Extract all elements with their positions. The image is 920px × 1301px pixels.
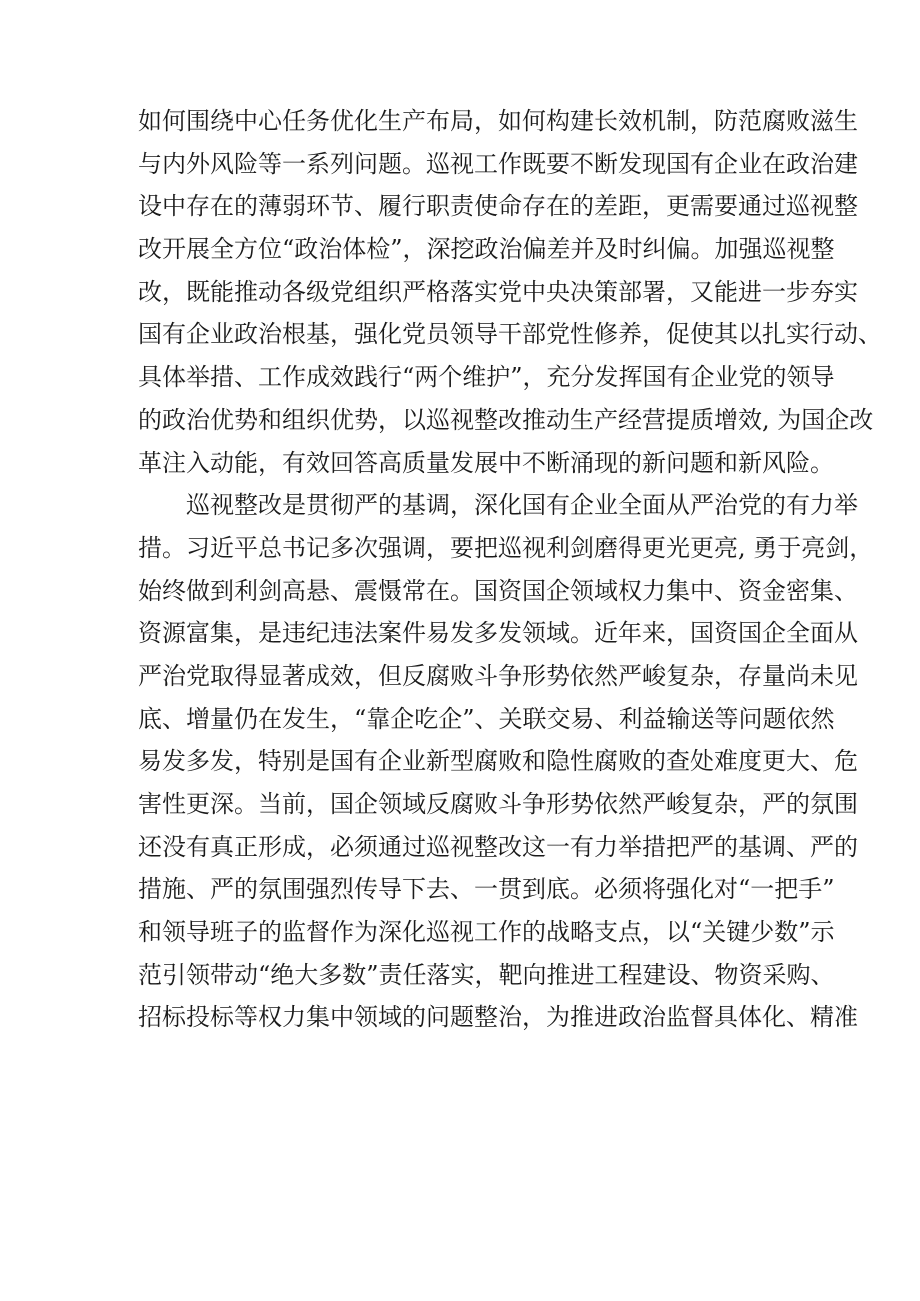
text-line: 设中存在的薄弱环节、履行职责使命存在的差距，更需要通过巡视整 [138,192,858,221]
text-line: 招标投标等权力集中领域的问题整治，为推进政治监督具体化、精准 [138,1003,858,1032]
document-body [138,100,882,1039]
text-line: 改，既能推动各级党组织严格落实党中央决策部署，又能进一步夯实 [138,277,858,306]
text-line: 革注入动能，有效回答高质量发展中不断涌现的新问题和新风险。 [138,448,834,477]
text-line: 和领导班子的监督作为深化巡视工作的战略支点，以“关键少数”示 [138,918,835,947]
text-line: 还没有真正形成，必须通过巡视整改这一有力举措把严的基调、严的 [138,832,858,861]
text-line: 如何围绕中心任务优化生产布局，如何构建长效机制，防范腐败滋生 [138,107,858,135]
text-line: 巡视整改是贯彻严的基调，深化国有企业全面从严治党的有力举 [186,491,858,520]
text-line: 措。习近平总书记多次强调，要把巡视利剑磨得更光更亮, 勇于亮剑， [138,533,874,562]
text-line: 易发多发，特别是国有企业新型腐败和隐性腐败的查处难度更大、危 [138,747,858,776]
text-line: 具体举措、工作成效践行“两个维护”，充分发挥国有企业党的领导 [138,363,835,392]
text-line: 底、增量仍在发生，“靠企吃企”、关联交易、利益输送等问题依然 [138,704,835,733]
text-line: 国有企业政治根基，强化党员领导干部党性修养，促使其以扎实行动、 [138,320,882,349]
text-line: 与内外风险等一系列问题。巡视工作既要不断发现国有企业在政治建 [138,149,858,178]
text-line: 始终做到利剑高悬、震慑常在。国资国企领域权力集中、资金密集、 [138,576,858,605]
paragraph-1 [138,100,882,484]
text-line: 范引领带动“绝大多数”责任落实，靶向推进工程建设、物资采购、 [138,960,835,989]
text-line: 严治党取得显著成效，但反腐败斗争形势依然严峻复杂，存量尚未见 [138,661,858,690]
paragraph-2 [138,484,874,1039]
text-line: 改开展全方位“政治体检”，深挖政治偏差并及时纠偏。加强巡视整 [138,235,835,264]
text-line: 害性更深。当前，国企领域反腐败斗争形势依然严峻复杂，严的氛围 [138,790,858,818]
text-line: 的政治优势和组织优势，以巡视整改推动生产经营提质增效, 为国企改 [138,405,874,434]
text-line: 资源富集，是违纪违法案件易发多发领域。近年来，国资国企全面从 [138,619,858,648]
text-line: 措施、严的氛围强烈传导下去、一贯到底。必须将强化对“一把手” [138,875,835,904]
